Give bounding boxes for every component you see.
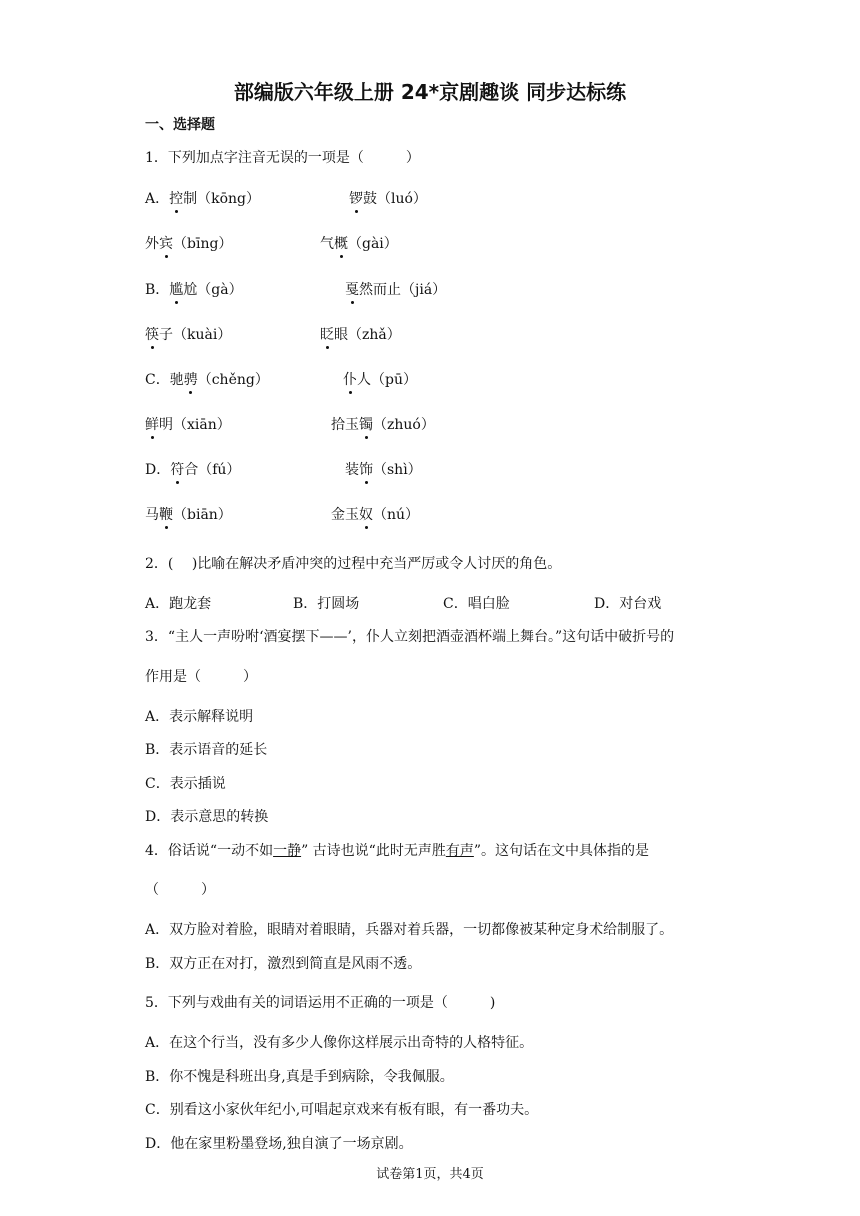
option-text: 马	[145, 507, 159, 523]
question-2-option-d: D．对台戏	[594, 596, 662, 612]
option-text: 尬（gà）	[183, 282, 243, 298]
option-text: 然而止（jiá）	[359, 282, 447, 298]
question-3-stem-cont: 作用是（ ）	[145, 669, 257, 685]
dotted-character: 骋	[184, 369, 198, 389]
dotted-character: 尴	[169, 279, 183, 299]
option-text: 人（pū）	[357, 372, 417, 388]
dotted-character: 宾	[159, 233, 173, 253]
dotted-character: 筷	[145, 324, 159, 344]
dotted-character: 鲜	[145, 414, 159, 434]
question-4-option-b: B．双方正在对打，激烈到简直是风雨不透。	[145, 956, 422, 972]
question-5-stem: 5．下列与戏曲有关的词语运用不正确的一项是（ )	[145, 995, 496, 1011]
question-3-option-d: D．表示意思的转换	[145, 809, 269, 825]
question-3-option-b: B．表示语音的延长	[145, 742, 268, 758]
dotted-character: 符	[170, 459, 184, 479]
option-text: （biān）	[173, 507, 232, 523]
option-text: D．	[145, 462, 171, 478]
underlined-text: 有声	[445, 843, 474, 859]
question-5-option-c: C．别看这小家伙年纪小,可唱起京戏来有板有眼，有一番功夫。	[145, 1102, 539, 1118]
dotted-character: 锣	[349, 188, 363, 208]
stem-text: 4．俗话说“一动不如	[145, 843, 274, 859]
dotted-character: 鞭	[159, 504, 173, 524]
option-text: （bīng）	[173, 236, 233, 252]
option-text: 外	[145, 236, 159, 252]
dotted-character: 眨	[320, 324, 334, 344]
dotted-character: 镯	[359, 414, 373, 434]
question-1-option-5-a	[145, 369, 269, 389]
dotted-character: 戛	[345, 279, 359, 299]
option-text: 眼（zhǎ）	[334, 327, 401, 343]
question-2-option-b: B．打圆场	[293, 596, 360, 612]
question-4-stem	[145, 840, 649, 860]
option-text: 制（kōng）	[183, 191, 261, 207]
option-text: 合（fú）	[184, 462, 241, 478]
stem-text: ” 古诗也说“此时无声胜	[301, 843, 446, 859]
option-text: （shì）	[373, 462, 422, 478]
option-text: B．	[145, 282, 170, 298]
option-text: 金玉	[331, 507, 359, 523]
option-text: 子（kuài）	[159, 327, 232, 343]
option-text: （gài）	[348, 236, 398, 252]
question-2-option-c: C．唱白脸	[443, 596, 510, 612]
dotted-character: 饰	[359, 459, 373, 479]
option-text: 气	[320, 236, 334, 252]
section-heading: 一、选择题	[145, 117, 215, 133]
question-1-option-3-a	[145, 279, 243, 299]
question-1-option-1-a	[145, 188, 260, 208]
question-5-option-b: B．你不愧是科班出身,真是手到病除，令我佩服。	[145, 1069, 454, 1085]
option-text: （nú）	[373, 507, 420, 523]
question-5-option-a: A．在这个行当，没有多少人像你这样展示出奇特的人格特征。	[145, 1035, 534, 1051]
question-1-option-2-b	[320, 233, 398, 253]
question-1-option-3-b	[345, 279, 446, 299]
question-4-option-a: A．双方脸对着脸，眼睛对着眼睛，兵器对着兵器，一切都像被某种定身术给制服了。	[145, 922, 674, 938]
question-1-option-4-b	[320, 324, 401, 344]
option-text: （chěng）	[197, 372, 269, 388]
option-text: 拾玉	[331, 417, 359, 433]
question-2-stem: 2．( )比喻在解决矛盾冲突的过程中充当严厉或令人讨厌的角色。	[145, 556, 562, 572]
option-text: 明（xiān）	[159, 417, 231, 433]
question-1-option-5-b	[343, 369, 417, 389]
option-text: C．驰	[145, 372, 184, 388]
option-text: （zhuó）	[373, 417, 435, 433]
option-text: 鼓（luó）	[363, 191, 427, 207]
question-3-option-c: C．表示插说	[145, 776, 226, 792]
question-1-option-8-b	[331, 504, 419, 524]
dotted-character: 仆	[343, 369, 357, 389]
page-footer: 试卷第1页，共4页	[376, 1167, 484, 1182]
dotted-character: 控	[169, 188, 183, 208]
stem-text: ”。这句话在文中具体指的是	[473, 843, 650, 859]
question-1-stem: 1．下列加点字注音无误的一项是（ ）	[145, 150, 420, 166]
question-1-option-2-a	[145, 233, 232, 253]
page-title: 部编版六年级上册 24*京剧趣谈 同步达标练	[233, 80, 627, 104]
question-4-stem-cont: （ ）	[145, 882, 215, 898]
question-1-option-6-b	[331, 414, 435, 434]
question-1-option-7-a	[145, 459, 240, 479]
question-2-option-a: A．跑龙套	[145, 596, 212, 612]
underlined-text: 一静	[273, 843, 302, 859]
question-1-option-4-a	[145, 324, 231, 344]
dotted-character: 概	[334, 233, 348, 253]
option-text: A．	[145, 191, 170, 207]
question-3-option-a: A．表示解释说明	[145, 709, 254, 725]
option-text: 装	[345, 462, 359, 478]
question-5-option-d: D．他在家里粉墨登场,独自演了一场京剧。	[145, 1136, 413, 1152]
question-1-option-7-b	[345, 459, 422, 479]
question-3-stem: 3．“主人一声吩咐‘酒宴摆下——’，仆人立刻把酒壶酒杯端上舞台。”这句话中破折号的	[145, 629, 675, 645]
dotted-character: 奴	[359, 504, 373, 524]
question-1-option-1-b	[349, 188, 427, 208]
question-1-option-8-a	[145, 504, 232, 524]
question-1-option-6-a	[145, 414, 231, 434]
